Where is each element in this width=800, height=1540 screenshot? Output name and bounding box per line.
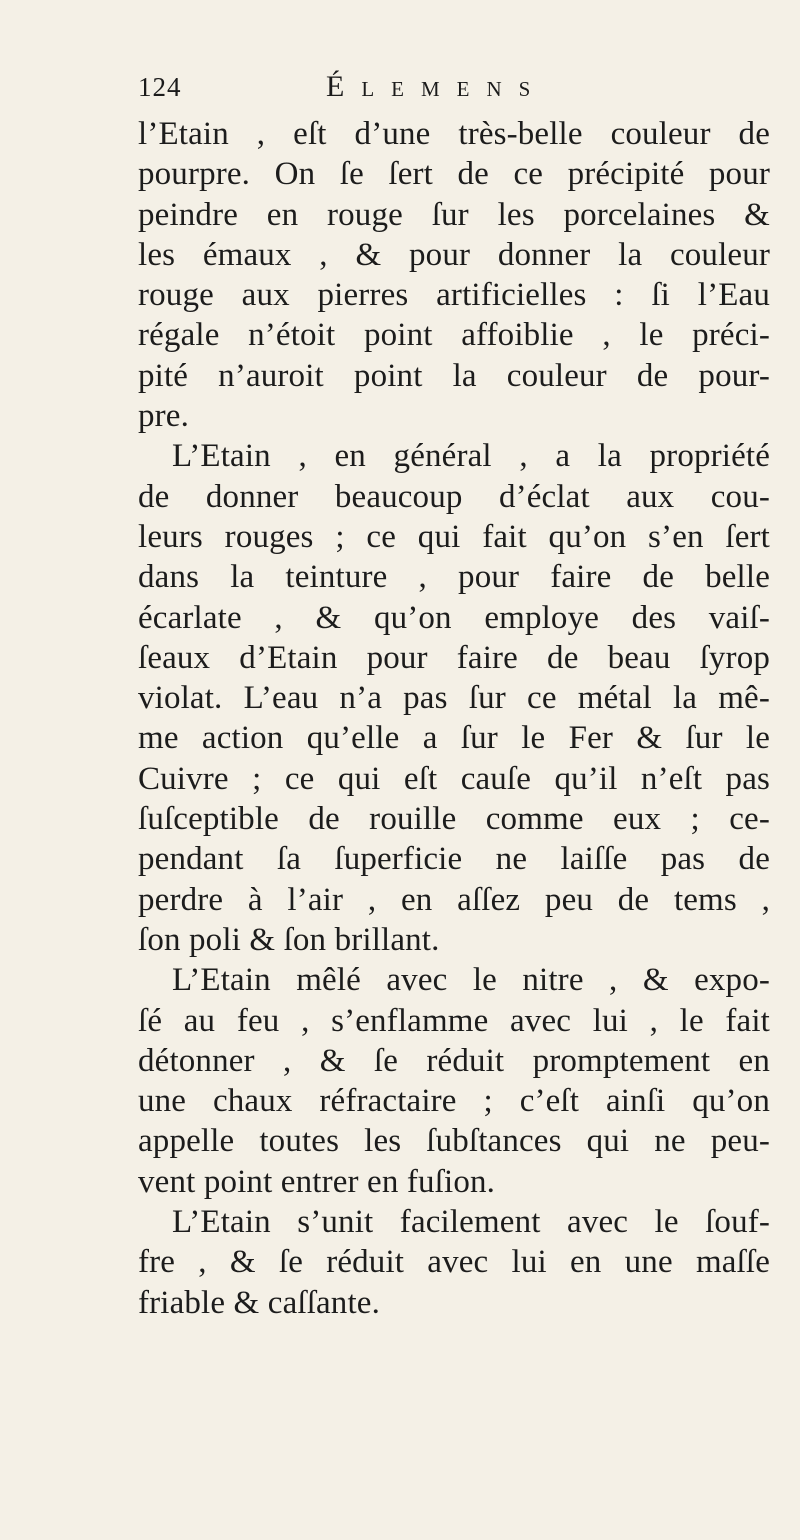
body-text — [138, 114, 770, 1323]
text-line: de donner beaucoup d’éclat aux cou- — [138, 478, 770, 515]
text-line: ſé au feu , s’enflamme avec lui , le fait — [138, 1002, 770, 1039]
text-line: Cuivre ; ce qui eſt cauſe qu’il n’eſt pas — [138, 760, 770, 797]
text-line: les émaux , & pour donner la couleur — [138, 236, 770, 273]
text-line: régale n’étoit point affoiblie , le préci- — [138, 317, 770, 354]
text-line: détonner , & ſe réduit promptement en — [138, 1042, 770, 1079]
text-line: ſuſceptible de rouille comme eux ; ce- — [138, 801, 770, 838]
text-line: rouge aux pierres artificielles : ſi l’Eau — [138, 277, 770, 314]
text-line: peindre en rouge ſur les porcelaines & — [138, 196, 770, 233]
text-line: une chaux réfractaire ; c’eſt ainſi qu’on — [138, 1083, 770, 1120]
text-line: perdre à l’air , en aſſez peu de tems , — [138, 881, 770, 918]
text-line: pre. — [138, 398, 189, 435]
text-line: appelle toutes les ſubſtances qui ne peu- — [138, 1123, 770, 1160]
text-line: ſeaux d’Etain pour faire de beau ſyrop — [138, 639, 770, 676]
text-line: L’Etain mêlé avec le nitre , & expo- — [172, 962, 770, 999]
text-line: me action qu’elle a ſur le Fer & ſur le — [138, 720, 770, 757]
text-line: pendant ſa ſuperficie ne laiſſe pas de — [138, 841, 770, 878]
text-line: fre , & ſe réduit avec lui en une maſſe — [138, 1244, 770, 1281]
text-line: L’Etain s’unit facilement avec le ſouf- — [172, 1204, 770, 1241]
text-line: violat. L’eau n’a pas ſur ce métal la mê- — [138, 680, 770, 717]
page-number: 124 — [138, 72, 182, 102]
text-line: ſon poli & ſon brillant. — [138, 921, 440, 958]
text-line: L’Etain , en général , a la propriété — [172, 438, 770, 475]
page-header — [138, 72, 608, 112]
text-line: friable & caſſante. — [138, 1284, 380, 1321]
text-line: dans la teinture , pour faire de belle — [138, 559, 770, 596]
text-line: l’Etain , eſt d’une très-belle couleur de — [138, 116, 770, 152]
text-line: écarlate , & qu’on employe des vaiſ- — [138, 599, 770, 636]
text-line: leurs rouges ; ce qui fait qu’on s’en ſert — [138, 518, 770, 555]
text-line: vent point entrer en fuſion. — [138, 1163, 496, 1200]
text-line: pité n’auroit point la couleur de pour- — [138, 357, 770, 394]
running-head: Élemens — [326, 70, 548, 103]
text-line: pourpre. On ſe ſert de ce précipité pour — [138, 156, 770, 193]
